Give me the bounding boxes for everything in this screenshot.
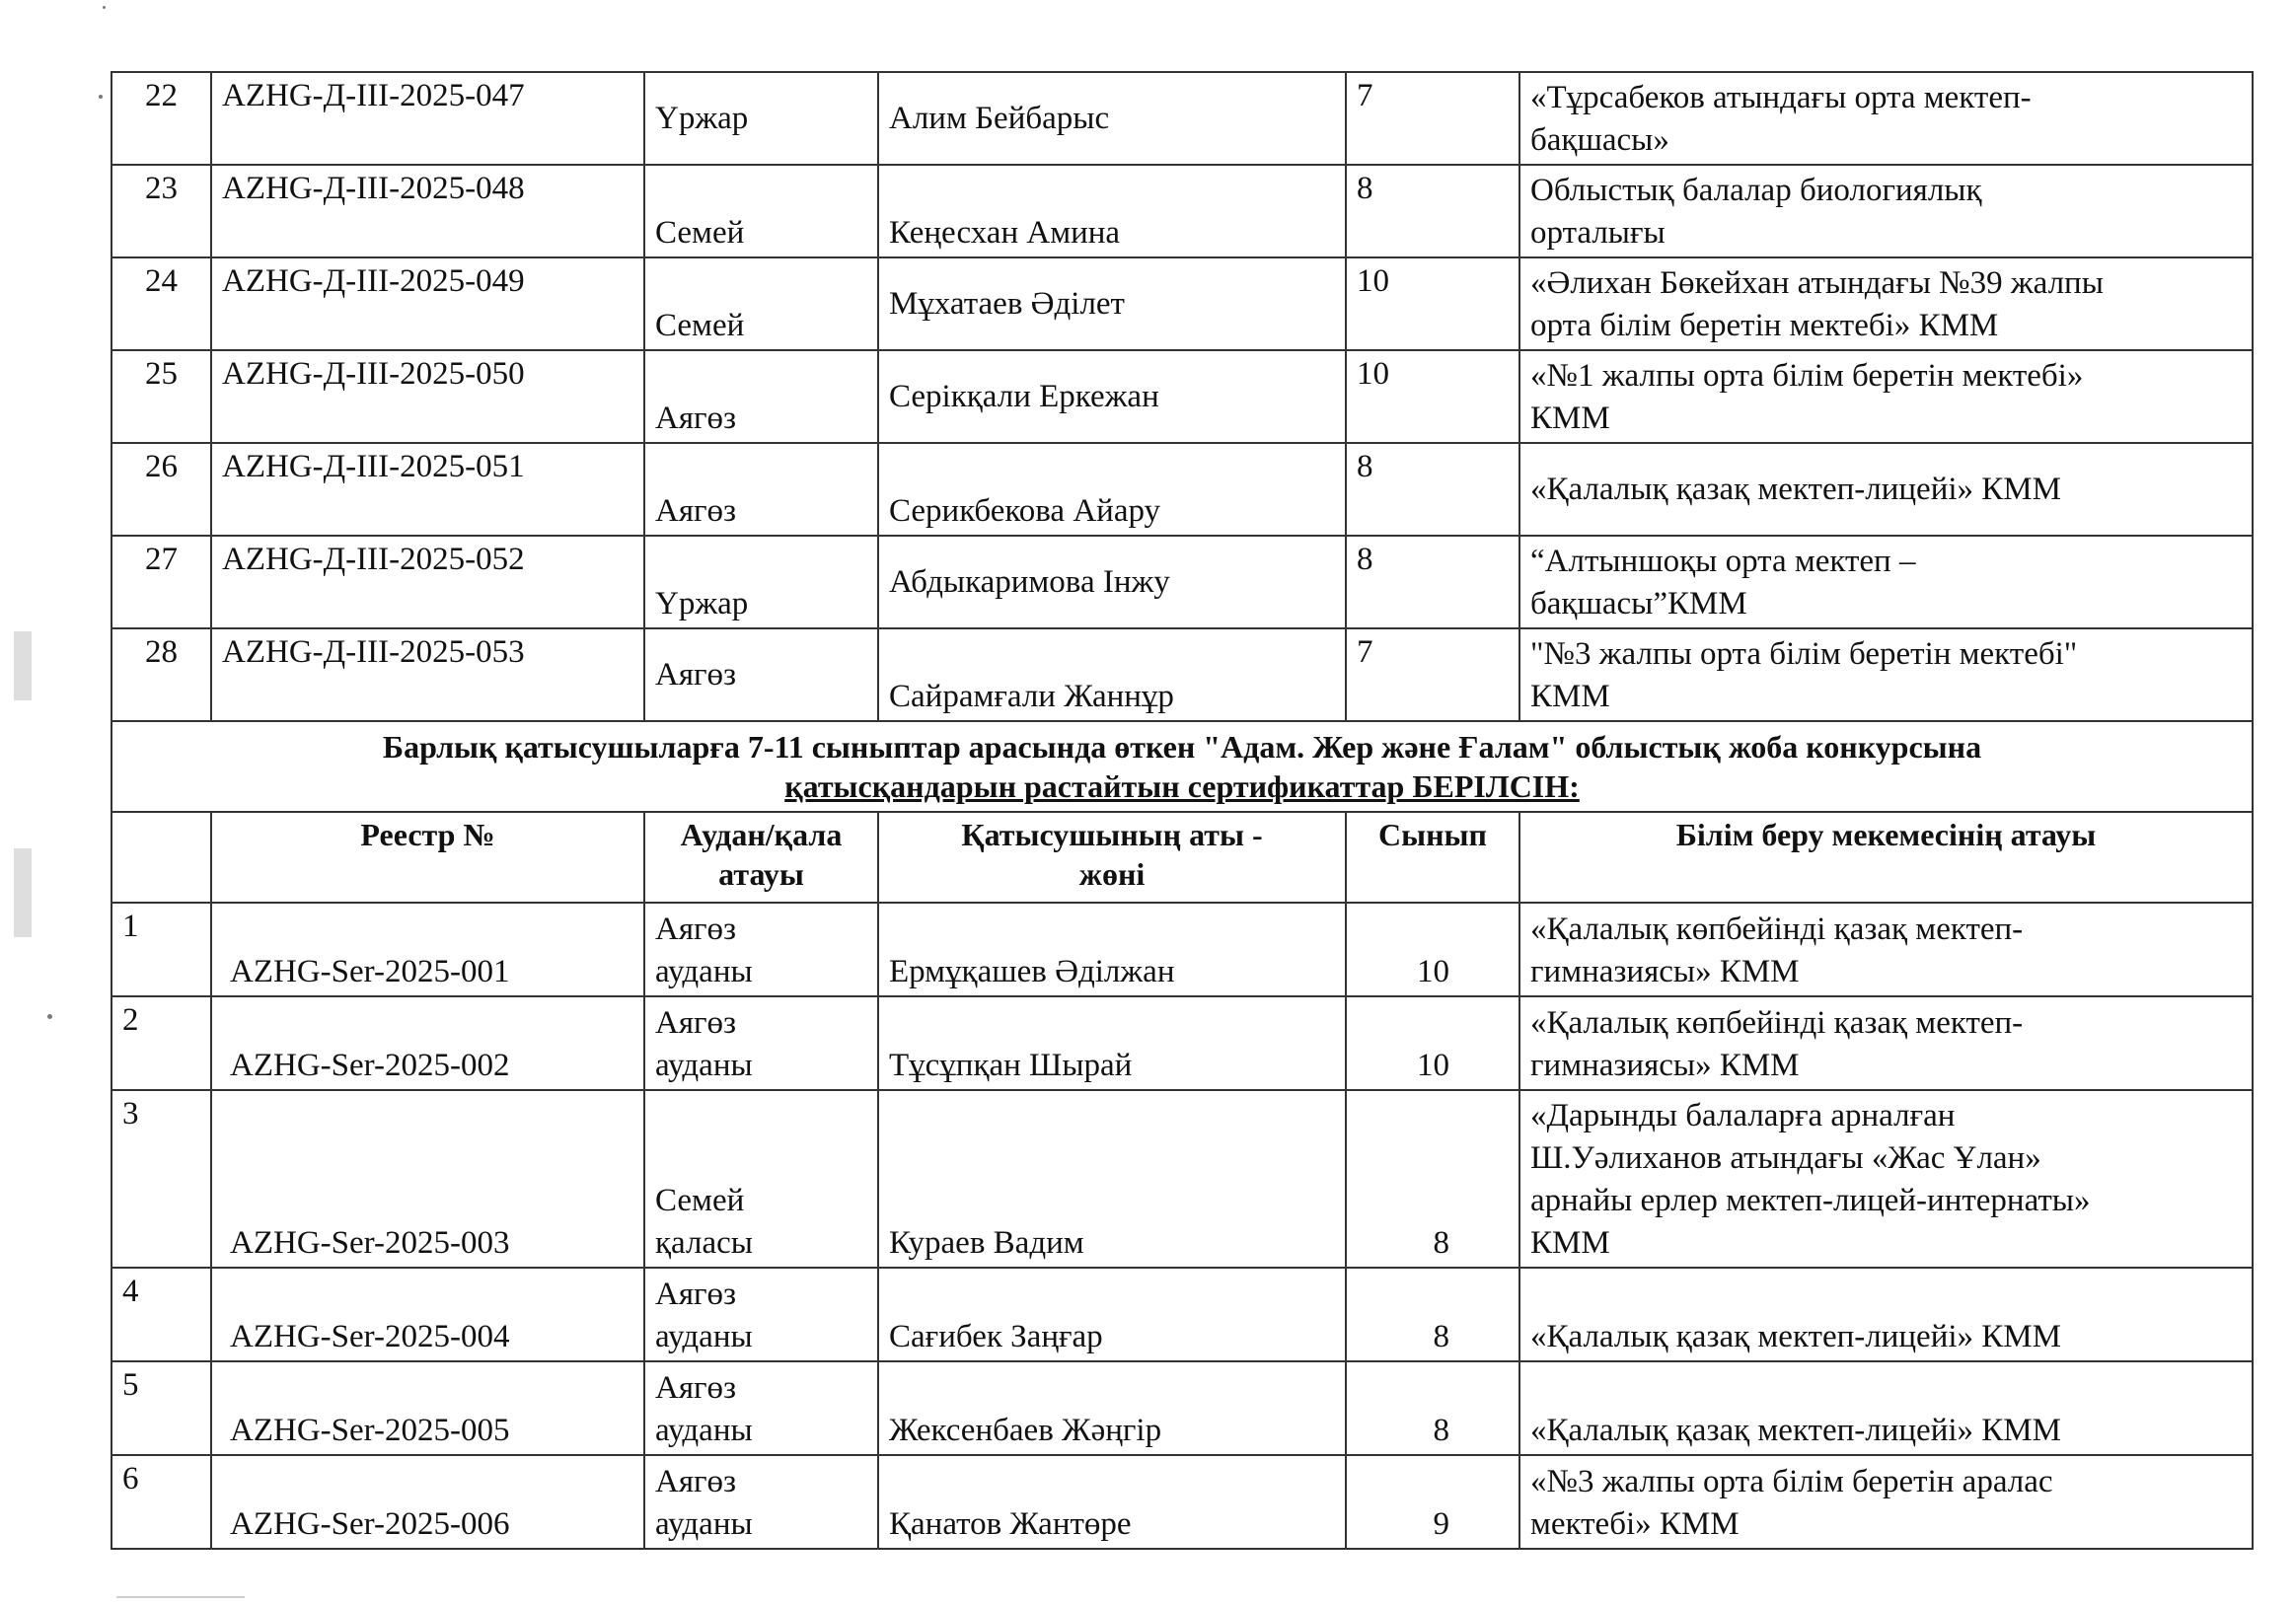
district (644, 1361, 878, 1455)
registry-number: AZHG-Д-III-2025-048 (211, 165, 644, 257)
school-line: «Әлихан Бөкейхан атындағы №39 жалпы (1530, 265, 2104, 301)
row-number: 23 (111, 165, 211, 257)
school-line: КММ (1530, 401, 1610, 436)
grade: 8 (1346, 1361, 1519, 1455)
grade: 8 (1346, 1090, 1519, 1268)
table-row (111, 1361, 2253, 1455)
school-line: «Қалалық қазақ мектеп-лицейі» КММ (1530, 1413, 2061, 1448)
district-line: Аягөз (655, 1464, 737, 1499)
registry-number: AZHG-Д-III-2025-047 (211, 72, 644, 165)
table-row (111, 257, 2253, 350)
scan-artifact (116, 1596, 245, 1598)
header-participant-line: Қатысушының аты - (961, 817, 1263, 852)
school-line: бақшасы”КММ (1530, 586, 1747, 621)
participant-name: Ермұқашев Әділжан (878, 903, 1346, 996)
document-page (111, 71, 2252, 1550)
school-name (1519, 350, 2253, 443)
district-line: Аягөз (655, 1370, 737, 1406)
district (644, 1268, 878, 1361)
header-district-line: Аудан/қала (680, 817, 843, 852)
table-row (111, 1268, 2253, 1361)
school-name (1519, 165, 2253, 257)
school-line: Ш.Уәлиханов атындағы «Жас Ұлан» (1530, 1140, 2041, 1176)
district-line: Семей (655, 1183, 745, 1218)
school-line: «№3 жалпы орта білім беретін аралас (1530, 1464, 2053, 1499)
school-line: «Қалалық көпбейінді қазақ мектеп- (1530, 912, 2024, 947)
table-row (111, 903, 2253, 996)
district: Үржар (644, 72, 878, 165)
school-name (1519, 536, 2253, 628)
school-line: «№1 жалпы орта білім беретін мектебі» (1530, 358, 2084, 394)
scan-artifact (14, 848, 32, 937)
district: Аягөз (644, 350, 878, 443)
grade: 8 (1346, 443, 1519, 536)
school-line: арнайы ерлер мектеп-лицей-интернаты» (1530, 1183, 2091, 1218)
district: Үржар (644, 536, 878, 628)
header-district (644, 812, 878, 903)
registry-number: AZHG-Д-III-2025-050 (211, 350, 644, 443)
school-line: «Қалалық қазақ мектеп-лицейі» КММ (1530, 1319, 2061, 1354)
district-line: ауданы (655, 1413, 753, 1448)
school-line: мектебі» КММ (1530, 1506, 1740, 1542)
scan-artifact (14, 631, 32, 700)
district: Семей (644, 165, 878, 257)
school-line: «Қалалық көпбейінді қазақ мектеп- (1530, 1005, 2024, 1041)
school-name (1519, 72, 2253, 165)
header-school: Білім беру мекемесінің атауы (1519, 812, 2253, 903)
banner-cell (111, 721, 2253, 812)
header-number (111, 812, 211, 903)
participant-name: Сайрамғали Жаннұр (878, 628, 1346, 721)
row-number: 27 (111, 536, 211, 628)
registry-table (111, 71, 2254, 1550)
district: Аягөз (644, 443, 878, 536)
registry-number: AZHG-Д-III-2025-052 (211, 536, 644, 628)
participant-name: Сағибек Заңғар (878, 1268, 1346, 1361)
registry-number: AZHG-Д-III-2025-051 (211, 443, 644, 536)
participant-name: Қанатов Жантөре (878, 1455, 1346, 1549)
grade: 10 (1346, 257, 1519, 350)
district-line: ауданы (655, 1319, 753, 1354)
row-number: 3 (111, 1090, 211, 1268)
school-line: гимназиясы» КММ (1530, 1048, 1800, 1083)
district (644, 1455, 878, 1549)
school-name (1519, 443, 2253, 536)
district-line: ауданы (655, 1506, 753, 1542)
school-name (1519, 1090, 2253, 1268)
grade: 8 (1346, 1268, 1519, 1361)
grade: 8 (1346, 165, 1519, 257)
district: Семей (644, 257, 878, 350)
scan-speck (47, 1014, 52, 1019)
school-line: "№3 жалпы орта білім беретін мектебі" (1530, 636, 2078, 672)
header-participant-line: жөні (1078, 856, 1146, 892)
row-number: 24 (111, 257, 211, 350)
participant-name: Алим Бейбарыс (878, 72, 1346, 165)
scan-speck (103, 6, 106, 9)
registry-number: AZHG-Д-III-2025-049 (211, 257, 644, 350)
row-number: 6 (111, 1455, 211, 1549)
school-name (1519, 996, 2253, 1090)
school-line: бақшасы» (1530, 122, 1669, 158)
school-line: «Тұрсабеков атындағы орта мектеп- (1530, 80, 2032, 115)
participant-name: Серикбекова Айару (878, 443, 1346, 536)
participant-name: Тұсұпқан Шырай (878, 996, 1346, 1090)
school-line: Облыстық балалар биологиялық (1530, 173, 1982, 208)
district-line: ауданы (655, 1048, 753, 1083)
school-line: гимназиясы» КММ (1530, 954, 1800, 989)
registry-number: AZHG-Ser-2025-005 (211, 1361, 644, 1455)
registry-number: AZHG-Ser-2025-001 (211, 903, 644, 996)
registry-number: AZHG-Ser-2025-004 (211, 1268, 644, 1361)
school-line: КММ (1530, 1225, 1610, 1261)
participant-name: Кеңесхан Амина (878, 165, 1346, 257)
table-row (111, 443, 2253, 536)
district-line: қаласы (655, 1225, 753, 1261)
header-district-line: атауы (718, 856, 804, 892)
row-number: 5 (111, 1361, 211, 1455)
table-row (111, 350, 2253, 443)
row-number: 1 (111, 903, 211, 996)
district: Аягөз (644, 628, 878, 721)
district (644, 1090, 878, 1268)
school-line: «Қалалық қазақ мектеп-лицейі» КММ (1530, 471, 2061, 507)
school-name (1519, 1268, 2253, 1361)
grade: 9 (1346, 1455, 1519, 1549)
grade: 7 (1346, 628, 1519, 721)
school-name (1519, 257, 2253, 350)
school-line: «Дарынды балаларға арналған (1530, 1098, 1956, 1133)
table-row (111, 996, 2253, 1090)
table-row (111, 536, 2253, 628)
row-number: 26 (111, 443, 211, 536)
grade: 10 (1346, 903, 1519, 996)
participant-name: Мұхатаев Әділет (878, 257, 1346, 350)
district-line: Аягөз (655, 912, 737, 947)
school-name (1519, 903, 2253, 996)
registry-number: AZHG-Ser-2025-002 (211, 996, 644, 1090)
table-row (111, 165, 2253, 257)
header-grade: Сынып (1346, 812, 1519, 903)
row-number: 22 (111, 72, 211, 165)
scan-speck (99, 95, 103, 99)
row-number: 4 (111, 1268, 211, 1361)
registry-number: AZHG-Д-III-2025-053 (211, 628, 644, 721)
school-line: “Алтыншоқы орта мектеп – (1530, 544, 1916, 579)
participant-name: Жексенбаев Жәңгір (878, 1361, 1346, 1455)
district (644, 996, 878, 1090)
grade: 8 (1346, 536, 1519, 628)
participant-name: Абдыкаримова Інжу (878, 536, 1346, 628)
school-line: орталығы (1530, 215, 1666, 251)
header-participant (878, 812, 1346, 903)
table-row (111, 1090, 2253, 1268)
section-banner (111, 721, 2253, 812)
row-number: 28 (111, 628, 211, 721)
registry-number: AZHG-Ser-2025-003 (211, 1090, 644, 1268)
table-row (111, 628, 2253, 721)
participant-name: Серікқали Еркежан (878, 350, 1346, 443)
school-name (1519, 1455, 2253, 1549)
registry-number: AZHG-Ser-2025-006 (211, 1455, 644, 1549)
table-row (111, 1455, 2253, 1549)
banner-text: Барлық қатысушыларға 7-11 сыныптар арасында өткен "Адам. Жер және Ғалам" облыстық жоба конкурсына (382, 729, 1982, 765)
school-name (1519, 1361, 2253, 1455)
school-line: КММ (1530, 679, 1610, 714)
header-registry: Реестр № (211, 812, 644, 903)
table-header-row (111, 812, 2253, 903)
school-line: орта білім беретін мектебі» КММ (1530, 308, 1999, 343)
table-row (111, 72, 2253, 165)
school-name (1519, 628, 2253, 721)
banner-text: қатысқандарын растайтын сертификаттар БЕРІЛСІН: (784, 768, 1580, 804)
participant-name: Кураев Вадим (878, 1090, 1346, 1268)
grade: 7 (1346, 72, 1519, 165)
district-line: ауданы (655, 954, 753, 989)
district-line: Аягөз (655, 1005, 737, 1041)
district (644, 903, 878, 996)
row-number: 2 (111, 996, 211, 1090)
district-line: Аягөз (655, 1277, 737, 1312)
row-number: 25 (111, 350, 211, 443)
grade: 10 (1346, 996, 1519, 1090)
grade: 10 (1346, 350, 1519, 443)
